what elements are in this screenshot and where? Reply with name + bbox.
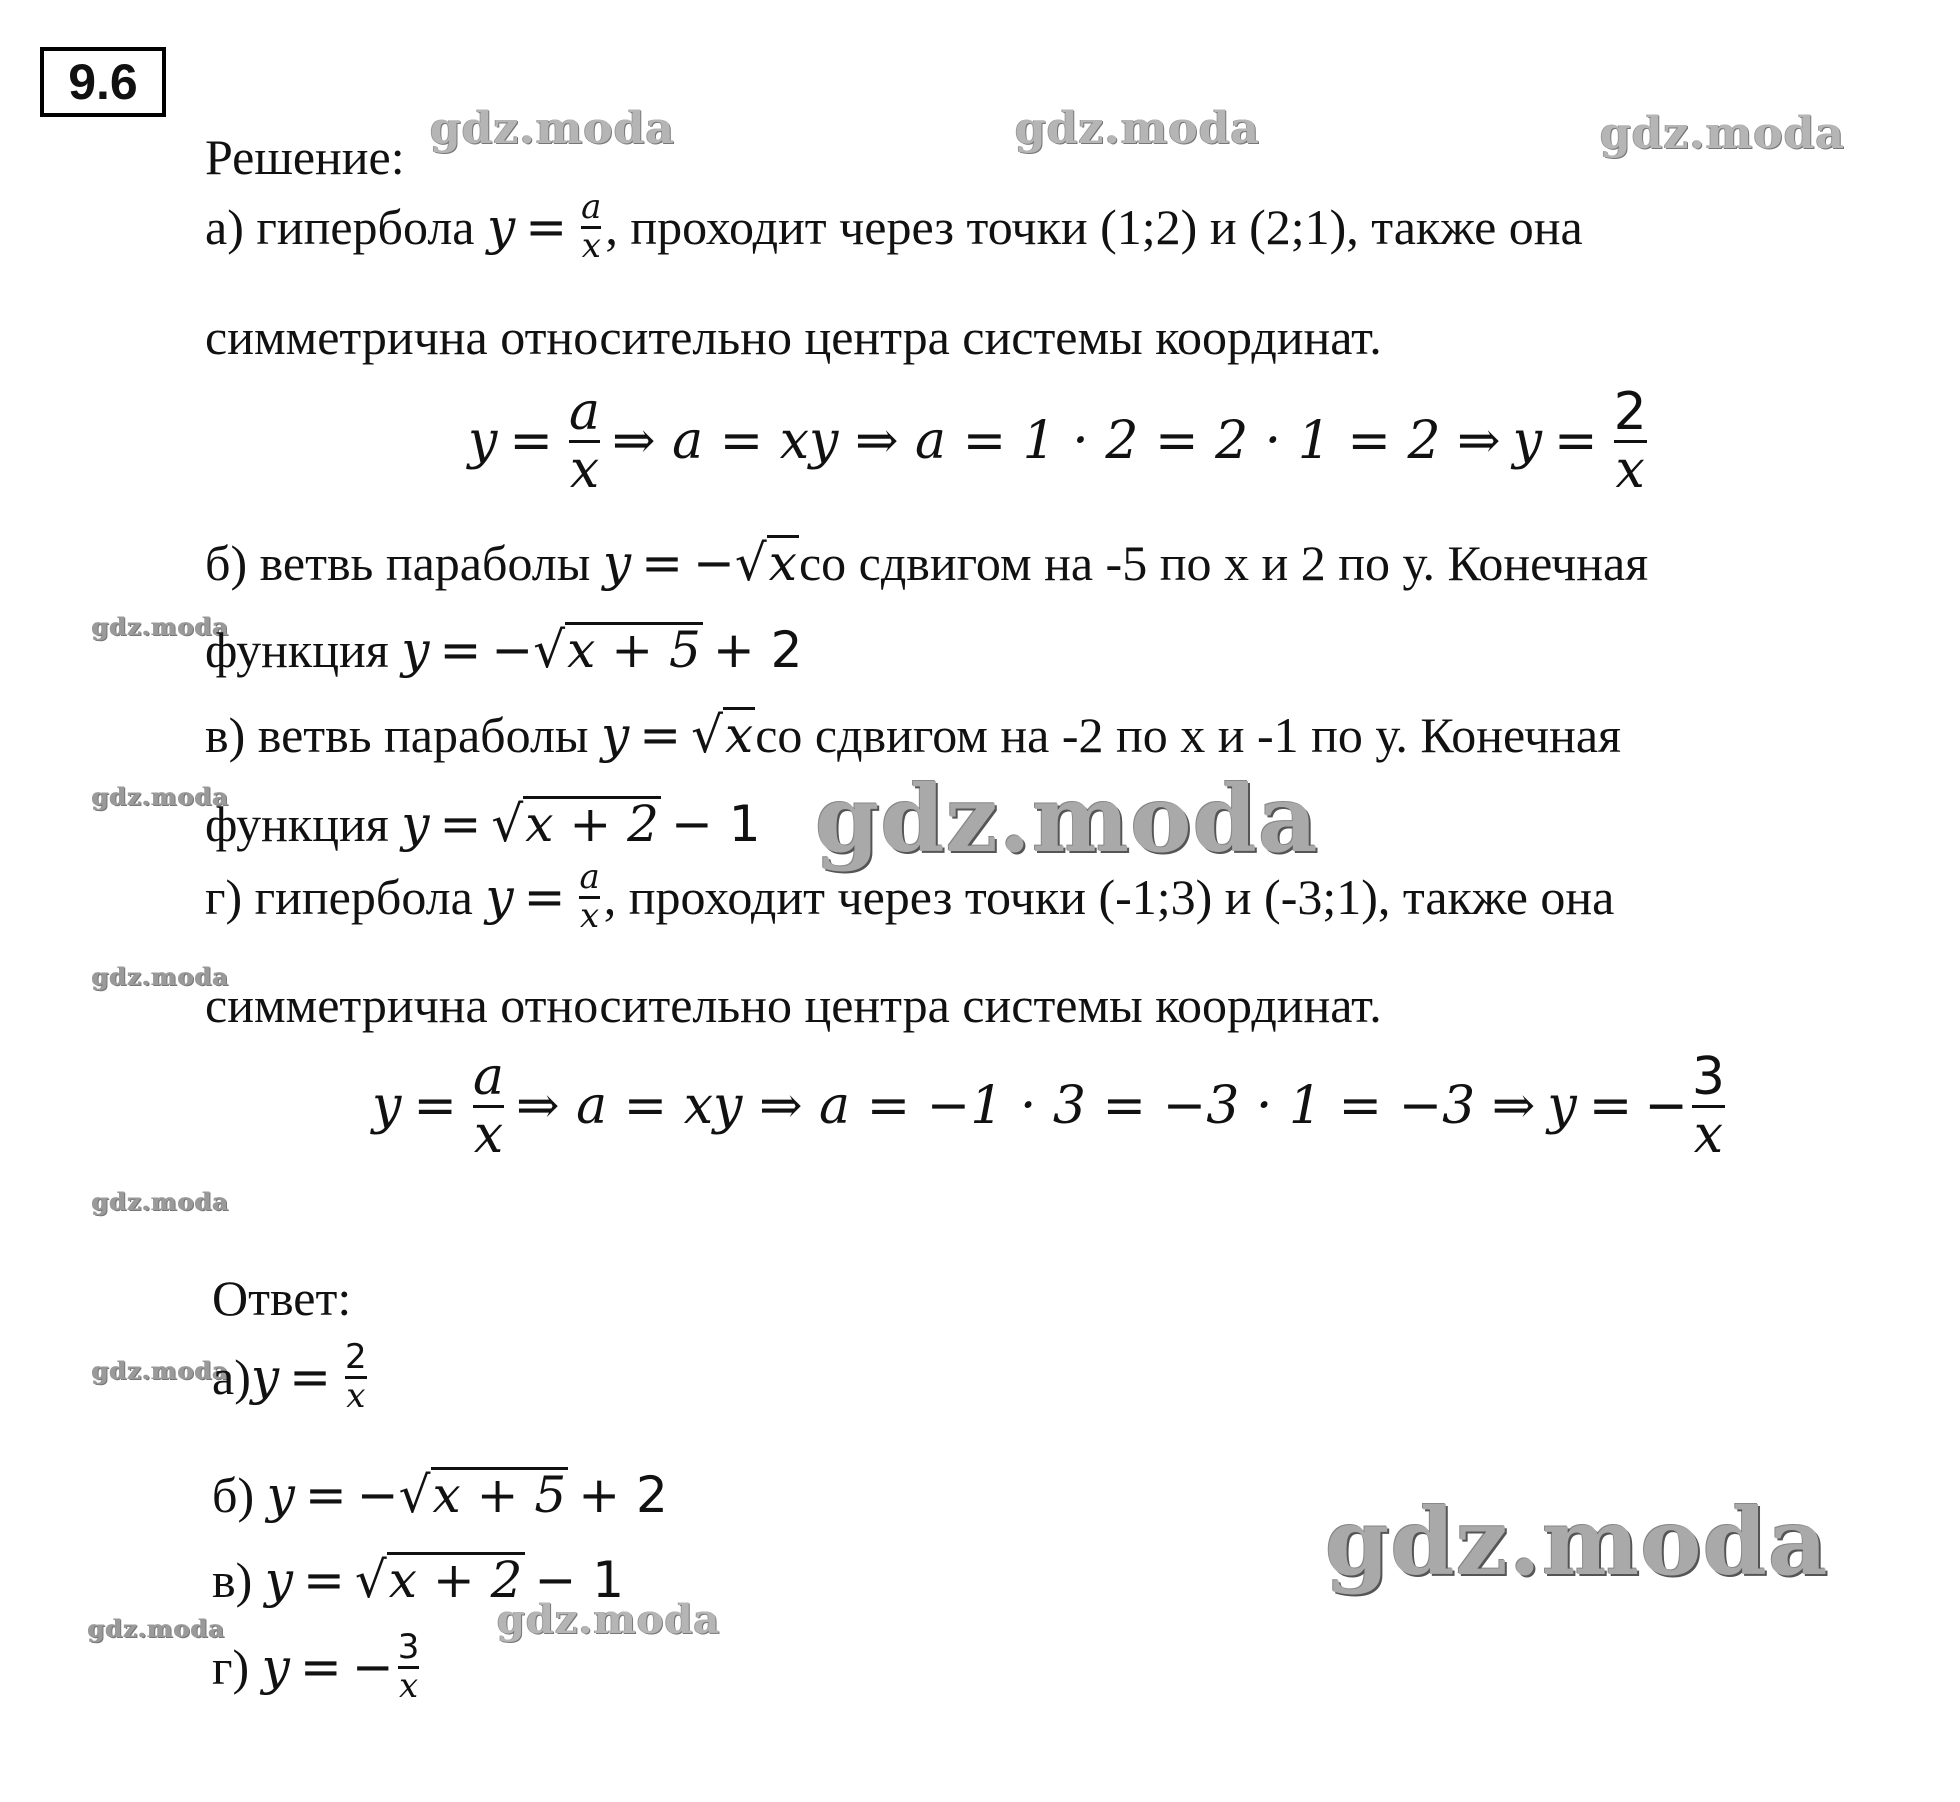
radicand: x + 5: [567, 621, 701, 679]
sqrt-expr: [491, 795, 661, 853]
answer-g: [212, 1627, 423, 1706]
answer-label: Ответ:: [212, 1270, 352, 1326]
math-eq: =: [439, 795, 482, 853]
math-y: y: [266, 1466, 295, 1524]
watermark: gdz.moda: [1015, 103, 1261, 154]
part-g-line1: [205, 857, 1615, 936]
sqrt-expr: [533, 621, 703, 679]
answer-b-tail: + 2: [578, 1466, 668, 1524]
answer-b-label: б): [212, 1467, 255, 1523]
sqrt-expr: [398, 1466, 569, 1524]
numerator: a: [568, 382, 600, 442]
part-b-rest: со сдвигом на -5 по х и 2 по у. Конечная: [798, 535, 1649, 591]
part-g-rest: , проходит через точки (-1;3) и (-3;1), также она: [603, 869, 1615, 926]
watermark: gdz.moda: [1600, 108, 1846, 159]
math-minus: −: [692, 534, 735, 592]
math-minus: −: [351, 1638, 394, 1697]
calc-chain: ⇒ a = xy ⇒ a = 1 · 2 = 2 · 1 = 2 ⇒: [611, 411, 1501, 472]
math-eq: =: [523, 868, 566, 927]
part-g-prefix: г) гипербола: [205, 869, 473, 926]
watermark: gdz.moda: [88, 1614, 226, 1643]
part-b-line1: [205, 534, 1649, 592]
fraction-2-over-x: [345, 1337, 367, 1416]
watermark: gdz.moda: [497, 1596, 721, 1643]
answer-b: [212, 1466, 668, 1524]
math-eq: =: [1554, 411, 1598, 472]
part-b-prefix: б) ветвь параболы: [205, 535, 591, 591]
part-a-line2: симметрична относительно центра системы координат.: [205, 309, 1382, 365]
part-g-line2: симметрична относительно центра системы координат.: [205, 977, 1382, 1033]
part-a-rest: , проходит через точки (1;2) и (2;1), также она: [605, 199, 1583, 256]
answer-v-label: в): [212, 1552, 253, 1608]
math-y: y: [250, 1348, 280, 1407]
denominator: x: [346, 1375, 366, 1416]
fraction-a-over-x: [581, 187, 602, 266]
math-eq: =: [303, 1551, 345, 1609]
watermark: gdz.moda: [1325, 1488, 1829, 1596]
denominator: x: [1693, 1104, 1724, 1165]
sqrt-sign: √: [734, 534, 767, 592]
answer-a-label: а): [212, 1349, 251, 1406]
sqrt-sign: √: [491, 795, 524, 853]
sqrt-sign: √: [354, 1551, 387, 1609]
math-eq: =: [299, 1638, 342, 1697]
math-minus: −: [1644, 1076, 1688, 1137]
numerator: 2: [345, 1337, 367, 1377]
math-y: y: [601, 706, 630, 764]
math-eq: =: [509, 411, 553, 472]
watermark: gdz.moda: [92, 1187, 230, 1216]
numerator: a: [579, 857, 600, 897]
math-y: y: [485, 868, 514, 927]
part-v-line2: [205, 795, 761, 853]
watermark: gdz.moda: [815, 765, 1319, 873]
math-eq: =: [413, 1076, 457, 1137]
part-b-func-label: функция: [205, 622, 389, 678]
answer-v: [212, 1551, 625, 1609]
math-y: y: [468, 411, 498, 472]
part-v-tail: − 1: [670, 795, 761, 853]
part-a-prefix: а) гипербола: [205, 199, 475, 256]
part-v-prefix: в) ветвь параболы: [205, 707, 589, 763]
math-y: y: [602, 534, 632, 592]
math-y: y: [401, 621, 430, 679]
fraction-2-over-x: [1613, 382, 1647, 500]
sqrt-sign: √: [533, 621, 566, 679]
math-y: y: [486, 198, 516, 257]
numerator: a: [581, 187, 602, 227]
numerator: 3: [397, 1627, 420, 1667]
radicand: x + 5: [432, 1466, 567, 1524]
denominator: x: [398, 1665, 419, 1706]
math-y: y: [261, 1638, 290, 1697]
math-eq: =: [525, 198, 568, 257]
part-a-calc: [468, 382, 1651, 500]
denominator: x: [581, 225, 601, 266]
fraction-a-over-x: [472, 1047, 504, 1165]
radicand: x: [725, 706, 754, 764]
watermark: gdz.moda: [92, 612, 230, 641]
math-minus: −: [491, 621, 534, 679]
math-eq: =: [439, 621, 482, 679]
part-v-func-label: функция: [205, 796, 389, 852]
fraction-a-over-x: [579, 857, 600, 936]
denominator: x: [569, 439, 600, 500]
math-y: y: [372, 1076, 402, 1137]
problem-number: 9.6: [40, 47, 166, 117]
answer-g-label: г): [212, 1639, 250, 1696]
math-eq: =: [1588, 1076, 1633, 1137]
watermark: gdz.moda: [92, 782, 230, 811]
watermark: gdz.moda: [92, 962, 230, 991]
fraction-3-over-x: [1691, 1047, 1725, 1165]
calc-chain: ⇒ a = xy ⇒ a = −1 · 3 = −3 · 1 = −3 ⇒: [515, 1076, 1536, 1137]
sqrt-x: [691, 706, 755, 764]
part-g-calc: [372, 1047, 1729, 1165]
math-eq: =: [304, 1466, 347, 1524]
math-eq: =: [641, 534, 683, 592]
part-b-line2: [205, 621, 803, 679]
math-y: y: [1512, 411, 1543, 472]
sqrt-sign: √: [691, 706, 724, 764]
sqrt-x: [734, 534, 799, 592]
denominator: x: [580, 895, 600, 936]
radicand: x: [768, 534, 797, 592]
sqrt-expr: [354, 1551, 525, 1609]
part-v-rest: со сдвигом на -2 по х и -1 по у. Конечная: [755, 707, 1622, 763]
math-eq: =: [289, 1348, 331, 1407]
answer-v-tail: − 1: [534, 1551, 625, 1609]
math-y: y: [401, 795, 430, 853]
watermark: gdz.moda: [430, 103, 676, 154]
radicand: x + 2: [525, 795, 659, 853]
numerator: a: [472, 1047, 504, 1107]
math-y: y: [1547, 1076, 1577, 1137]
part-b-tail: + 2: [712, 621, 803, 679]
math-y: y: [264, 1551, 294, 1609]
watermark: gdz.moda: [92, 1356, 230, 1385]
math-eq: =: [639, 706, 682, 764]
numerator: 2: [1613, 382, 1647, 442]
math-minus: −: [356, 1466, 399, 1524]
solution-label: Решение:: [205, 129, 405, 185]
denominator: x: [1615, 439, 1645, 500]
radicand: x + 2: [388, 1551, 523, 1609]
fraction-3-over-x: [397, 1627, 420, 1706]
part-v-line1: [205, 706, 1622, 764]
sqrt-sign: √: [398, 1466, 431, 1524]
answer-a: [212, 1337, 371, 1416]
fraction-a-over-x: [568, 382, 600, 500]
numerator: 3: [1691, 1047, 1725, 1107]
denominator: x: [473, 1104, 504, 1165]
part-a-line1: [205, 187, 1583, 266]
